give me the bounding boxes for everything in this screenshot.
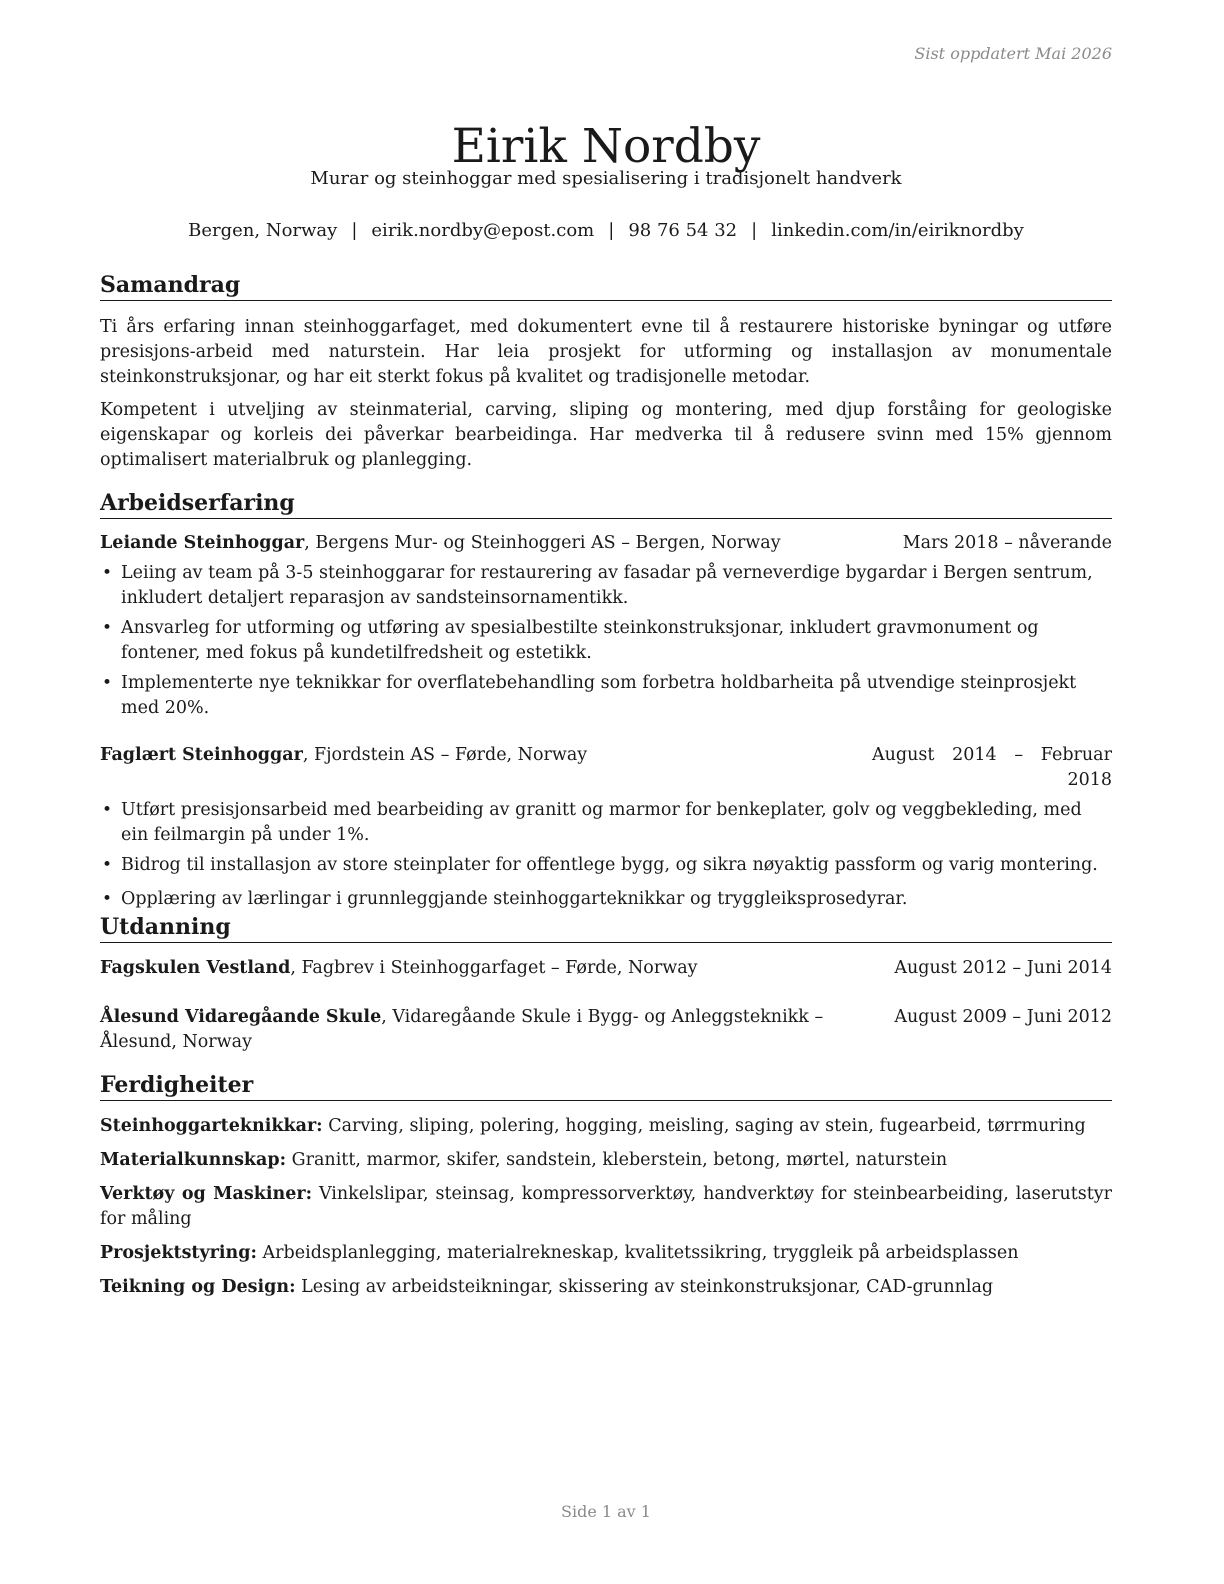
job-org: , Bergens Mur- og Steinhoggeri AS – Bergen, Norway — [304, 533, 781, 553]
page-number: Side 1 av 1 — [561, 1502, 651, 1521]
skill-row — [100, 1148, 1112, 1173]
job-dates: Mars 2018 – nåverande — [902, 533, 1112, 553]
section-title: Arbeidserfaring — [100, 488, 1112, 519]
skill-label: Materialkunnskap: — [100, 1150, 287, 1170]
education-entry — [100, 956, 1112, 981]
job-bullet: • Opplæring av lærlingar i grunnleggjande steinhoggarteknikkar og tryggleiksprosedyrar. — [100, 887, 1112, 912]
education-dates: August 2009 – Juni 2012 — [894, 1007, 1112, 1027]
job-bullet: • Bidrog til installasjon av store steinplater for offentlege bygg, og sikra nøyaktig passform og varig montering. — [100, 853, 1112, 878]
skill-text: Vinkelslipar, steinsag, kompressorverktøy, handverktøy for steinbearbeiding, laserutstyr for måling — [100, 1184, 1113, 1229]
candidate-name: Eirik Nordby — [451, 119, 761, 175]
skill-row — [100, 1275, 1112, 1300]
skills-section — [100, 1070, 1112, 1300]
skill-row — [100, 1114, 1112, 1139]
job-bullet: • Implementerte nye teknikkar for overflatebehandling som forbetra holdbarheita på utvendige steinprosjekt med 20%. — [100, 671, 1112, 721]
contact-separator: | — [608, 220, 615, 241]
job-org: , Fjordstein AS – Førde, Norway — [302, 745, 588, 765]
education-entry — [100, 1005, 1112, 1055]
skill-text: Granitt, marmor, skifer, sandstein, kleberstein, betong, mørtel, naturstein — [286, 1150, 948, 1170]
job-bullets — [100, 798, 1112, 912]
job-bullets — [100, 561, 1112, 721]
education-dates: August 2012 – Juni 2014 — [894, 958, 1112, 978]
job-bullet: • Leiing av team på 3-5 steinhoggarar for restaurering av fasadar på verneverdige bygardar i Bergen sentrum, inkludert detaljert reparasjon av sandsteinsornamentikk. — [100, 561, 1112, 611]
contact-separator: | — [751, 220, 758, 241]
skill-text: Arbeidsplanlegging, materialrekneskap, kvalitetssikring, tryggleik på arbeidsplassen — [256, 1243, 1019, 1263]
job-entry — [100, 531, 1112, 721]
summary-paragraph: Kompetent i utveljing av steinmaterial, carving, sliping og montering, med djup forståing for geologiske eigenskapar og korleis dei påverkar bearbeidinga. Har medverka til å redusere svinn med 15% gjennom optimalisert materialbruk og planlegging. — [100, 400, 1112, 470]
skill-text: Carving, sliping, polering, hogging, meisling, saging av stein, fugearbeid, tørrmuring — [322, 1116, 1086, 1136]
section-title: Ferdigheiter — [100, 1070, 1112, 1101]
contact-location: Bergen, Norway — [188, 220, 338, 241]
last-updated: Sist oppdatert Mai 2026 — [914, 44, 1112, 63]
skill-row — [100, 1182, 1112, 1232]
skill-label: Teikning og Design: — [100, 1277, 296, 1297]
job-entry — [100, 743, 1112, 912]
headline: Murar og steinhoggar med spesialisering i tradisjonelt handverk — [310, 168, 902, 189]
contact-email[interactable]: eirik.nordby@epost.com — [371, 220, 595, 241]
skill-row — [100, 1241, 1112, 1266]
contact-separator: | — [351, 220, 358, 241]
job-bullet: • Ansvarleg for utforming og utføring av spesialbestilte steinkonstruksjonar, inkludert gravmonument og fontener, med fokus på kundetilfredsheit og estetikk. — [100, 616, 1112, 666]
skill-label: Verktøy og Maskiner: — [100, 1184, 313, 1204]
skill-label: Prosjektstyring: — [100, 1243, 257, 1263]
section-title: Samandrag — [100, 270, 1112, 301]
summary-section — [100, 270, 1112, 473]
job-bullet: • Utført presisjonsarbeid med bearbeiding av granitt og marmor for benkeplater, golv og veggbekleding, med ein feilmargin på under 1%. — [100, 798, 1112, 848]
job-role: Faglært Steinhoggar — [100, 745, 303, 765]
education-detail: , Vidaregåande Skule i Bygg- og Anleggsteknikk – Ålesund, Norway — [100, 1007, 824, 1052]
job-dates: August 2014 – Februar 2018 — [872, 745, 1112, 790]
job-header — [100, 743, 1112, 793]
contact-phone: 98 76 54 32 — [628, 220, 738, 241]
education-section — [100, 912, 1112, 1055]
school-name: Fagskulen Vestland — [100, 958, 291, 978]
experience-section — [100, 488, 1112, 912]
job-role: Leiande Steinhoggar — [100, 533, 305, 553]
school-name: Ålesund Vidaregåande Skule — [100, 1007, 382, 1027]
contact-line — [100, 219, 1112, 243]
skill-label: Steinhoggarteknikkar: — [100, 1116, 323, 1136]
education-detail: , Fagbrev i Steinhoggarfaget – Førde, Norway — [290, 958, 698, 978]
skill-text: Lesing av arbeidsteikningar, skissering av steinkonstruksjonar, CAD-grunnlag — [295, 1277, 994, 1297]
summary-paragraph: Ti års erfaring innan steinhoggarfaget, med dokumentert evne til å restaurere historiske byningar og utføre presisjons-arbeid med naturstein. Har leia prosjekt for utforming og installasjon av monumentale steinkonstruksjonar, og har eit sterkt fokus på kvalitet og tradisjonelle metodar. — [100, 317, 1112, 387]
section-title: Utdanning — [100, 912, 1112, 943]
contact-linkedin[interactable]: linkedin.com/in/eiriknordby — [771, 220, 1024, 241]
job-header — [100, 531, 1112, 556]
